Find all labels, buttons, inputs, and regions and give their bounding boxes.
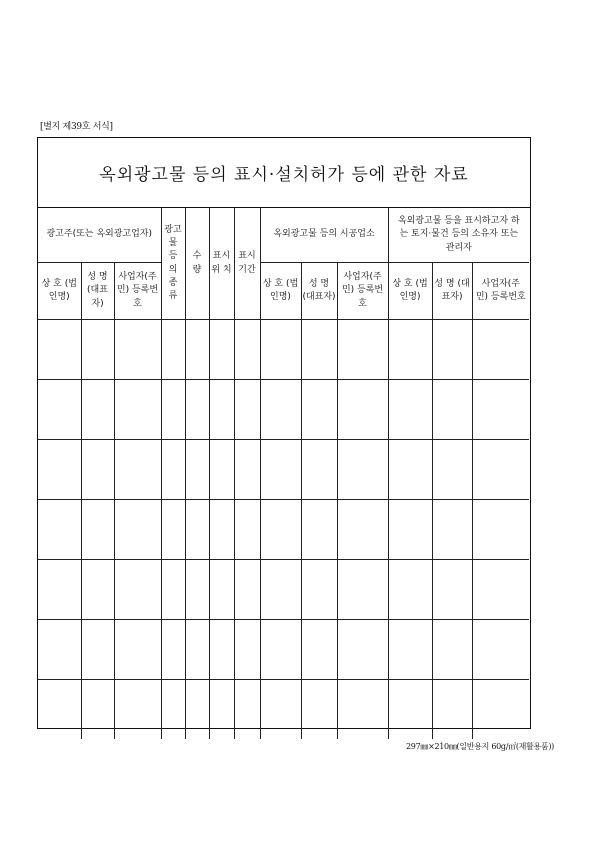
table-cell[interactable] xyxy=(114,680,161,740)
owner-regno-text: 사업자(주민) 등록번호 xyxy=(475,278,526,302)
table-cell[interactable] xyxy=(301,500,337,560)
table-cell[interactable] xyxy=(260,500,301,560)
table-cell[interactable] xyxy=(209,500,234,560)
table-cell[interactable] xyxy=(114,500,161,560)
advertiser-name-header xyxy=(38,263,81,320)
table-row xyxy=(38,500,529,560)
contractor-name-text: 상 호 (법인명) xyxy=(262,278,299,302)
table-cell[interactable] xyxy=(388,320,432,380)
table-cell[interactable] xyxy=(209,380,234,440)
table-cell[interactable] xyxy=(234,560,260,620)
owner-rep-text: 성 명 (대표자) xyxy=(434,278,470,302)
location-header-text: 표시위 치 xyxy=(211,251,232,275)
contractor-rep-text: 성 명 (대표자) xyxy=(302,278,336,302)
owner-group-header xyxy=(388,208,529,263)
table-cell[interactable] xyxy=(337,500,388,560)
table-cell[interactable] xyxy=(472,500,529,560)
table-cell[interactable] xyxy=(209,680,234,740)
table-cell[interactable] xyxy=(472,320,529,380)
table-cell[interactable] xyxy=(38,440,81,500)
table-cell[interactable] xyxy=(38,320,81,380)
quantity-header-text: 수 량 xyxy=(192,251,202,275)
table-cell[interactable] xyxy=(301,440,337,500)
table-cell[interactable] xyxy=(81,380,114,440)
table-cell[interactable] xyxy=(234,680,260,740)
paper-spec-footer: 297㎜×210㎜(일반용지 60g/㎡(재활용품)) xyxy=(406,742,554,751)
table-cell[interactable] xyxy=(260,620,301,680)
record-table xyxy=(38,208,529,739)
table-cell[interactable] xyxy=(185,560,209,620)
table-cell[interactable] xyxy=(161,500,185,560)
table-row xyxy=(38,680,529,740)
table-cell[interactable] xyxy=(81,440,114,500)
contractor-name-header xyxy=(260,263,301,320)
table-cell[interactable] xyxy=(337,320,388,380)
table-cell[interactable] xyxy=(114,380,161,440)
table-cell[interactable] xyxy=(38,620,81,680)
table-cell[interactable] xyxy=(388,440,432,500)
table-cell[interactable] xyxy=(388,620,432,680)
table-cell[interactable] xyxy=(432,680,472,740)
quantity-header xyxy=(185,208,209,320)
table-cell[interactable] xyxy=(185,500,209,560)
contractor-regno-text: 사업자(주민) 등록번호 xyxy=(341,272,384,309)
table-cell[interactable] xyxy=(432,620,472,680)
table-cell[interactable] xyxy=(161,440,185,500)
table-cell[interactable] xyxy=(301,620,337,680)
table-cell[interactable] xyxy=(185,440,209,500)
table-cell[interactable] xyxy=(234,320,260,380)
table-cell[interactable] xyxy=(114,440,161,500)
contractor-group-header: 옥외광고물 등의 시공업소 xyxy=(260,208,388,263)
table-cell[interactable] xyxy=(81,320,114,380)
table-cell[interactable] xyxy=(81,620,114,680)
owner-group-header-text: 옥외광고물 등을 표시하고자 하는 토지·물건 등의 소유자 또는 관리자 xyxy=(397,216,520,253)
table-cell[interactable] xyxy=(472,380,529,440)
table-cell[interactable] xyxy=(337,380,388,440)
form-number-label: [별지 제39호 서식] xyxy=(40,122,113,132)
table-cell[interactable] xyxy=(234,380,260,440)
table-cell[interactable] xyxy=(38,560,81,620)
table-cell[interactable] xyxy=(301,380,337,440)
table-cell[interactable] xyxy=(161,560,185,620)
location-header xyxy=(209,208,234,320)
table-cell[interactable] xyxy=(388,380,432,440)
table-cell[interactable] xyxy=(114,560,161,620)
table-cell[interactable] xyxy=(209,560,234,620)
table-cell[interactable] xyxy=(114,320,161,380)
table-cell[interactable] xyxy=(81,560,114,620)
contractor-regno-header xyxy=(337,263,388,320)
owner-regno-header xyxy=(472,263,529,320)
table-cell[interactable] xyxy=(209,440,234,500)
owner-name-text: 상 호 (법인명) xyxy=(392,278,428,302)
table-cell[interactable] xyxy=(185,620,209,680)
period-header-text: 표시 기간 xyxy=(238,251,256,275)
table-cell[interactable] xyxy=(337,620,388,680)
table-cell[interactable] xyxy=(234,440,260,500)
table-cell[interactable] xyxy=(301,320,337,380)
table-cell[interactable] xyxy=(161,680,185,740)
advertiser-group-header: 광고주(또는 옥외광고업자) xyxy=(38,208,161,263)
advertiser-rep-text: 성 명 (대표자) xyxy=(87,272,108,309)
form-frame xyxy=(37,137,531,729)
table-cell[interactable] xyxy=(38,680,81,740)
table-cell[interactable] xyxy=(185,380,209,440)
table-cell[interactable] xyxy=(337,440,388,500)
table-cell[interactable] xyxy=(185,320,209,380)
header-row-sub xyxy=(38,263,529,320)
table-cell[interactable] xyxy=(337,680,388,740)
table-cell[interactable] xyxy=(301,680,337,740)
advertiser-regno-text: 사업자(주민) 등록번호 xyxy=(116,272,159,309)
table-cell[interactable] xyxy=(209,620,234,680)
owner-name-header xyxy=(388,263,432,320)
table-cell[interactable] xyxy=(432,320,472,380)
table-cell[interactable] xyxy=(81,500,114,560)
table-row xyxy=(38,380,529,440)
table-row xyxy=(38,560,529,620)
ad-type-header xyxy=(161,208,185,320)
ad-type-header-text: 광고물 등 의 종 류 xyxy=(164,225,182,301)
table-cell[interactable] xyxy=(432,440,472,500)
table-cell[interactable] xyxy=(301,560,337,620)
table-row xyxy=(38,620,529,680)
table-cell[interactable] xyxy=(114,620,161,680)
table-cell[interactable] xyxy=(388,680,432,740)
table-cell[interactable] xyxy=(388,560,432,620)
table-cell[interactable] xyxy=(472,440,529,500)
table-cell[interactable] xyxy=(185,680,209,740)
table-cell[interactable] xyxy=(81,680,114,740)
table-cell[interactable] xyxy=(432,560,472,620)
table-cell[interactable] xyxy=(260,320,301,380)
data-rows xyxy=(38,320,529,740)
table-cell[interactable] xyxy=(161,380,185,440)
contractor-rep-header xyxy=(301,263,337,320)
form-title: 옥외광고물 등의 표시·설치허가 등에 관한 자료 xyxy=(38,138,530,208)
table-cell[interactable] xyxy=(260,380,301,440)
table-cell[interactable] xyxy=(432,380,472,440)
table-cell[interactable] xyxy=(161,320,185,380)
table-cell[interactable] xyxy=(472,620,529,680)
period-header xyxy=(234,208,260,320)
advertiser-name-text: 상 호 (법인명) xyxy=(41,278,77,302)
table-cell[interactable] xyxy=(234,500,260,560)
table-cell[interactable] xyxy=(260,440,301,500)
advertiser-regno-header xyxy=(114,263,161,320)
owner-rep-header xyxy=(432,263,472,320)
table-cell[interactable] xyxy=(337,560,388,620)
table-cell[interactable] xyxy=(472,560,529,620)
table-cell[interactable] xyxy=(432,500,472,560)
table-cell[interactable] xyxy=(472,680,529,740)
table-cell[interactable] xyxy=(209,320,234,380)
table-cell[interactable] xyxy=(38,380,81,440)
table-row xyxy=(38,440,529,500)
table-cell[interactable] xyxy=(38,500,81,560)
table-cell[interactable] xyxy=(161,620,185,680)
table-row xyxy=(38,320,529,380)
advertiser-rep-header xyxy=(81,263,114,320)
table-cell[interactable] xyxy=(234,620,260,680)
table-cell[interactable] xyxy=(260,560,301,620)
table-cell[interactable] xyxy=(388,500,432,560)
header-row-group xyxy=(38,208,529,263)
table-cell[interactable] xyxy=(260,680,301,740)
